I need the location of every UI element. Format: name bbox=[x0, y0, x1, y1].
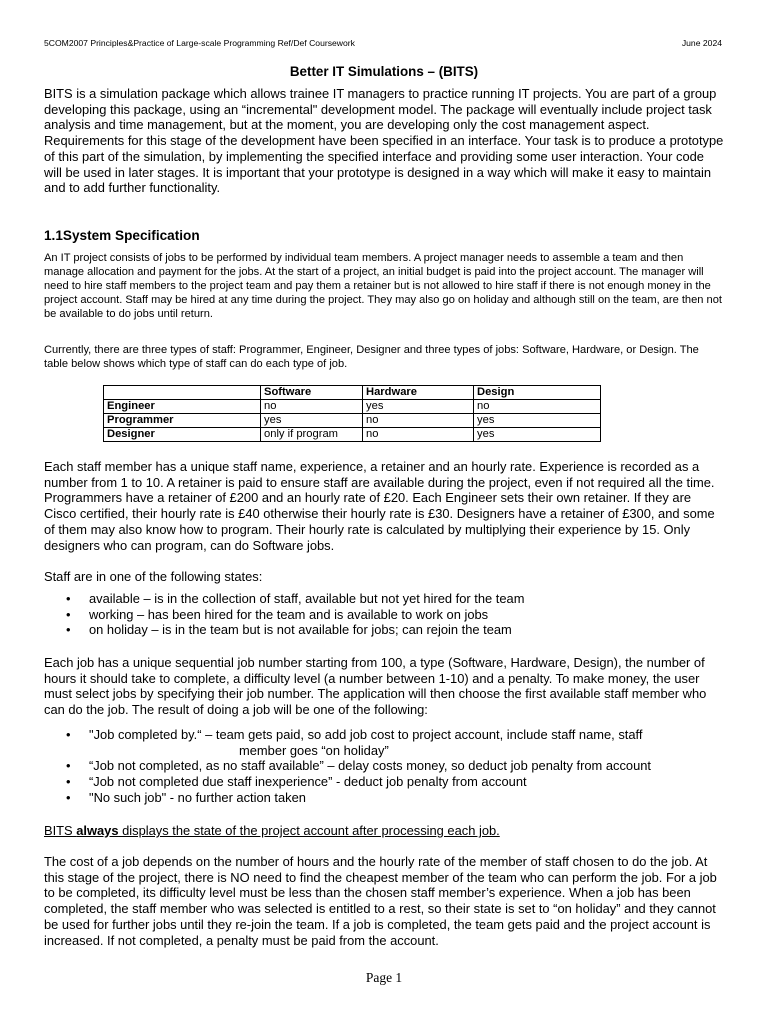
section-title: System Specification bbox=[62, 228, 200, 243]
list-item: • on holiday – is in the team but is not available for jobs; can rejoin the team bbox=[66, 622, 512, 638]
list-item: • "No such job" - no further action taken bbox=[66, 789, 306, 805]
list-item: • "Job completed by.“ – team gets paid, so add job cost to project account, include staff name, staff member goes “on holiday” bbox=[66, 727, 643, 758]
staff-job-table bbox=[103, 385, 601, 442]
table-cell: no bbox=[363, 414, 474, 428]
header-left: 5COM2007 Principles&Practice of Large-scale Programming Ref/Def Coursework bbox=[44, 38, 355, 48]
bullet-icon: • bbox=[66, 622, 71, 638]
table-row bbox=[104, 400, 601, 414]
states-intro: Staff are in one of the following states: bbox=[44, 569, 263, 584]
spec-paragraph-2: Currently, there are three types of staff: Programmer, Engineer, Designer and three types of jobs: Software, Hardware, or Design. The table below shows which type of staff can do each type of job. bbox=[44, 344, 699, 371]
table-row bbox=[104, 428, 601, 442]
table-cell: no bbox=[474, 400, 601, 414]
section-number: 1.1 bbox=[44, 228, 63, 243]
bullet-icon: • bbox=[66, 606, 71, 622]
table-cell: Engineer bbox=[104, 400, 261, 414]
table-cell: yes bbox=[261, 414, 363, 428]
list-item: • working – has been hired for the team and is available to work on jobs bbox=[66, 606, 489, 622]
list-item: • “Job not completed, as no staff available” – delay costs money, so deduct job penalty from account bbox=[66, 758, 652, 774]
table-cell: Programmer bbox=[104, 414, 261, 428]
intro-paragraph: BITS is a simulation package which allows trainee IT managers to practice running IT projects. You are part of a group developing this package, using an “incremental" development model. The package will eventually include project task analysis and time management, but at the moment, you are developing only the cost management aspect. Requirements for this stage of the development have been specified in an interface. Your task is to produce a prototype of this part of the simulation, by implementing the specified interface and providing some user interaction. Your code will be used in later stages. It is important that your prototype is designed in a way which will make it easy to maintain and to add further functionality. bbox=[44, 86, 724, 196]
table-cell: yes bbox=[363, 400, 474, 414]
results-list bbox=[44, 727, 734, 806]
bullet-icon: • bbox=[66, 774, 71, 790]
table-header-cell: Software bbox=[261, 386, 363, 400]
table-row bbox=[104, 414, 601, 428]
cost-paragraph: The cost of a job depends on the number of hours and the hourly rate of the member of staff chosen to do the job. At this stage of the project, there is NO need to find the cheapest member of the team who can perform the job. For a job to be completed, its difficulty level must be less than the chosen staff member’s experience. When a job has been completed, the staff member who was selected is entitled to a rest, so their state is set to “on holiday” and they cannot be used for further jobs until they re-join the team. If a job is completed, the team gets paid and the project account is increased. If not completed, a penalty must be paid from the account. bbox=[44, 854, 717, 948]
list-item: • “Job not completed due staff inexperience” - deduct job penalty from account bbox=[66, 774, 527, 790]
table-header-row bbox=[104, 386, 601, 400]
table-cell: yes bbox=[474, 414, 601, 428]
table-cell: no bbox=[261, 400, 363, 414]
page-number: Page 1 bbox=[365, 970, 403, 985]
bullet-icon: • bbox=[66, 727, 71, 742]
table-cell: only if program bbox=[261, 428, 363, 442]
table-header-cell: Hardware bbox=[363, 386, 474, 400]
table-header-cell bbox=[104, 386, 261, 400]
table-cell: Designer bbox=[104, 428, 261, 442]
section-heading bbox=[44, 228, 724, 243]
page-header bbox=[44, 38, 722, 48]
table-header-cell: Design bbox=[474, 386, 601, 400]
spec-paragraph-1: An IT project consists of jobs to be performed by individual team members. A project manager needs to assemble a team and then manage allocation and payment for the jobs. At the start of a project, an initial budget is paid into the project account. The manager will need to hire staff members to the project team and pay them a retainer but is not allowed to hire staff if there is not enough money in the project account. Staff may be hired at any time during the project. They may also go on holiday and although still on the team, are then not be available to do jobs until return. bbox=[44, 252, 722, 321]
states-list bbox=[44, 591, 724, 638]
jobs-paragraph: Each job has a unique sequential job number starting from 100, a type (Software, Hardware, Design), the number of hours it should take to complete, a difficulty level (a number between 1-10) and a penalty. To make money, the user must select jobs by specifying their job number. The application will then choose the first available staff member who can do the job. The result of doing a job will be one of the following: bbox=[44, 655, 707, 718]
bullet-icon: • bbox=[66, 789, 71, 805]
list-item: • available – is in the collection of staff, available but not yet hired for the team bbox=[66, 591, 525, 606]
staff-paragraph: Each staff member has a unique staff name, experience, a retainer and an hourly rate. Experience is recorded as a number from 1 to 10. A retainer is paid to ensure staff are available during the project, even if not required all the time. Programmers have a retainer of £200 and an hourly rate of £20. Each Engineer sets their own retainer. If they are Cisco certified, their hourly rate is £40 otherwise their hourly rate is £30. Designers have a retainer of £300, and some of them may also know how to program. Their hourly rate is calculated by multiplying their experience by 15. Only designers who can program, can do Software jobs. bbox=[44, 459, 715, 553]
table-cell: no bbox=[363, 428, 474, 442]
always-statement: BITS always displays the state of the project account after processing each job. bbox=[44, 823, 500, 838]
header-date: June 2024 bbox=[681, 38, 722, 48]
table-cell: yes bbox=[474, 428, 601, 442]
bullet-icon: • bbox=[66, 591, 71, 606]
bullet-icon: • bbox=[66, 758, 71, 774]
document-title: Better IT Simulations – (BITS) bbox=[289, 64, 479, 79]
